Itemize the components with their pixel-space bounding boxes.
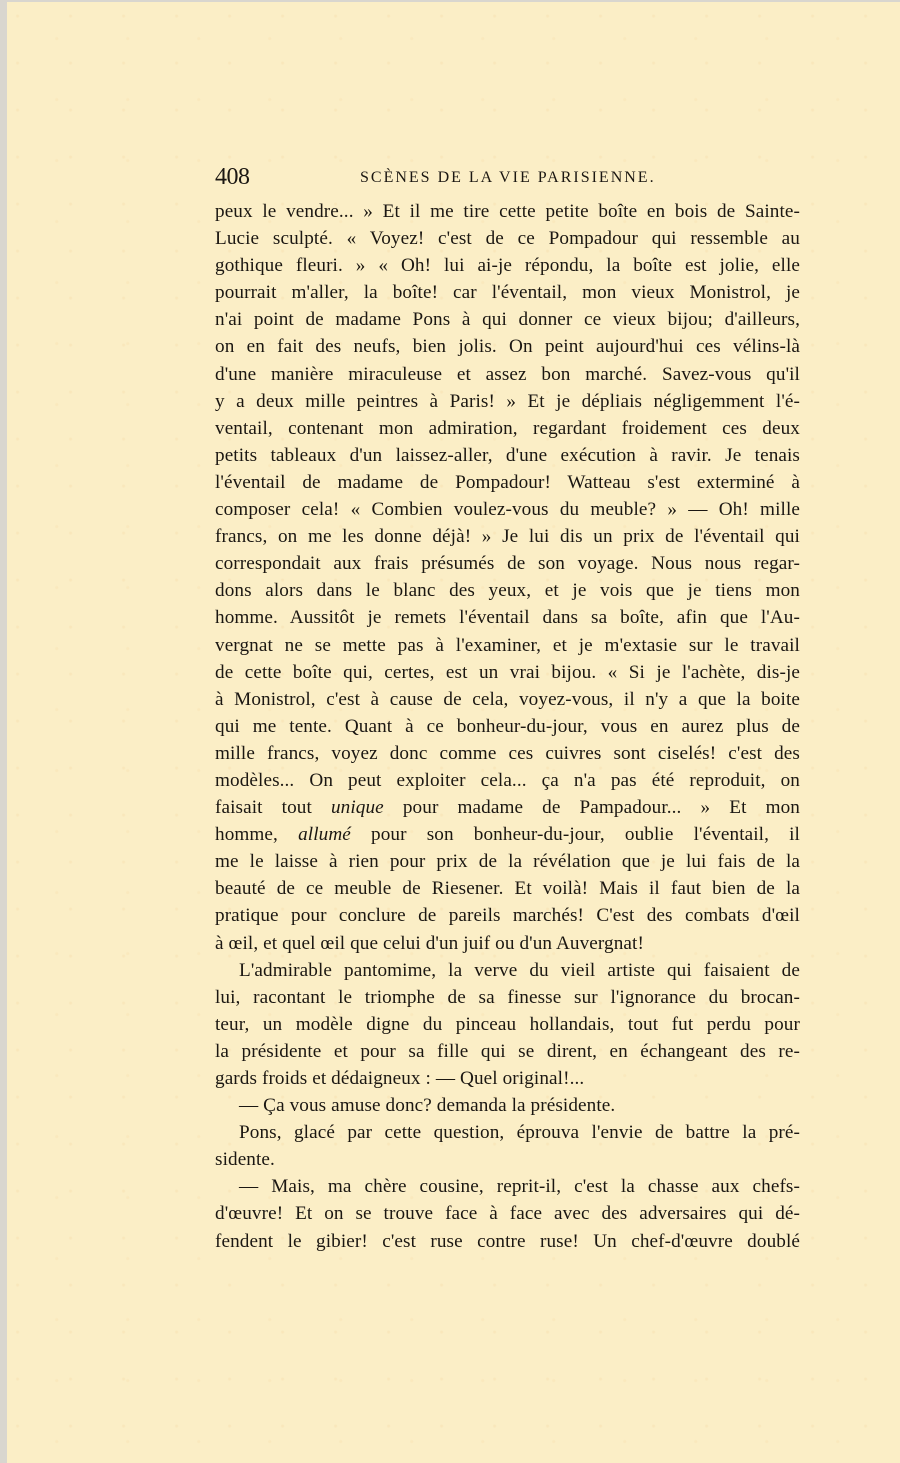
text-line: modèles... On peut exploiter cela... ça n'a pas été reproduit, on [215,769,800,791]
text-line: vergnat ne se mette pas à l'examiner, et je m'extasie sur le travail [215,634,800,656]
book-page [7,2,900,1463]
text-line: y a deux mille peintres à Paris! » Et je dépliais négligemment l'é- [215,390,800,412]
text-line: l'éventail de madame de Pompadour! Watteau s'est exterminé à [215,471,800,493]
text-line: gards froids et dédaigneux : — Quel original!... [215,1068,585,1089]
text-line [215,794,800,821]
text-line: on en fait des neufs, bien jolis. On peint aujourd'hui ces vélins-là [215,336,800,358]
text-line: correspondait aux frais présumés de son voyage. Nous nous regar- [215,553,800,575]
emphasized-word: allumé [298,824,351,846]
text-line: peux le vendre... » Et il me tire cette petite boîte en bois de Sainte- [215,201,800,222]
text-line: gothique fleuri. » « Oh! lui ai-je répondu, la boîte est jolie, elle [215,255,800,277]
text-line: L'admirable pantomime, la verve du vieil artiste qui faisaient de [239,959,800,981]
text-line: homme. Aussitôt je remets l'éventail dans sa boîte, afin que l'Au- [215,607,800,629]
text-line: Pons, glacé par cette question, éprouva l'envie de battre la pré- [239,1122,800,1144]
text-line: la présidente et pour sa fille qui se dirent, en échangeant des re- [215,1040,800,1062]
text-line: sidente. [215,1149,275,1171]
text-line: teur, un modèle digne du pinceau hollandais, tout fut perdu pour [215,1013,800,1035]
text-line: ventail, contenant mon admiration, regardant froidement ces deux [215,417,800,439]
text-line: de cette boîte qui, certes, est un vrai bijou. « Si je l'achète, dis-je [215,661,800,683]
running-title: SCÈNES DE LA VIE PARISIENNE. [360,169,656,186]
text-line: n'ai point de madame Pons à qui donner ce vieux bijou; d'ailleurs, [215,309,800,331]
text-segment: faisait tout [215,797,331,819]
body-text [215,198,800,1255]
text-line: à œil, et quel œil que celui d'un juif ou d'un Auvergnat! [215,932,644,954]
text-block [215,162,800,1255]
text-line [215,821,800,848]
text-line: lui, racontant le triomphe de sa finesse sur l'ignorance du brocan- [215,986,800,1008]
text-line: d'œuvre! Et on se trouve face à face avec des adversaires qui dé- [215,1203,800,1225]
text-line: francs, on me les donne déjà! » Je lui dis un prix de l'éventail qui [215,526,800,548]
text-line: beauté de ce meuble de Riesener. Et voilà! Mais il faut bien de la [215,878,800,900]
text-segment: pour son bonheur-du-jour, oublie l'éventail, il [350,824,800,846]
text-line: composer cela! « Combien voulez-vous du meuble? » — Oh! mille [215,499,800,521]
emphasized-word: unique [330,797,384,819]
text-line: qui me tente. Quant à ce bonheur-du-jour, vous en aurez plus de [215,715,800,737]
text-line: pourrait m'aller, la boîte! car l'éventail, mon vieux Monistrol, je [215,282,800,304]
text-line: d'une manière miraculeuse et assez bon marché. Savez-vous qu'il [215,363,800,385]
text-line: pratique pour conclure de pareils marchés! C'est des combats d'œil [215,905,800,927]
text-line: me le laisse à rien pour prix de la révélation que je lui fais de la [215,851,800,873]
text-line: — Ça vous amuse donc? demanda la présidente. [239,1095,616,1117]
text-segment: pour madame de Pampadour... » Et mon [383,797,800,819]
text-line: à Monistrol, c'est à cause de cela, voyez-vous, il n'y a que la boite [215,688,800,710]
text-line: Lucie sculpté. « Voyez! c'est de ce Pompadour qui ressemble au [215,228,800,250]
running-head [215,162,800,198]
page-number: 408 [215,164,250,190]
text-line: — Mais, ma chère cousine, reprit-il, c'est la chasse aux chefs- [239,1176,800,1198]
text-segment: homme, [215,824,299,846]
text-line: dons alors dans le blanc des yeux, et je vois que je tiens mon [215,580,800,602]
text-line: petits tableaux d'un laissez-aller, d'une exécution à ravir. Je tenais [215,444,800,466]
text-line: fendent le gibier! c'est ruse contre ruse! Un chef-d'œuvre doublé [215,1230,800,1252]
text-line: mille francs, voyez donc comme ces cuivres sont ciselés! c'est des [215,742,800,764]
